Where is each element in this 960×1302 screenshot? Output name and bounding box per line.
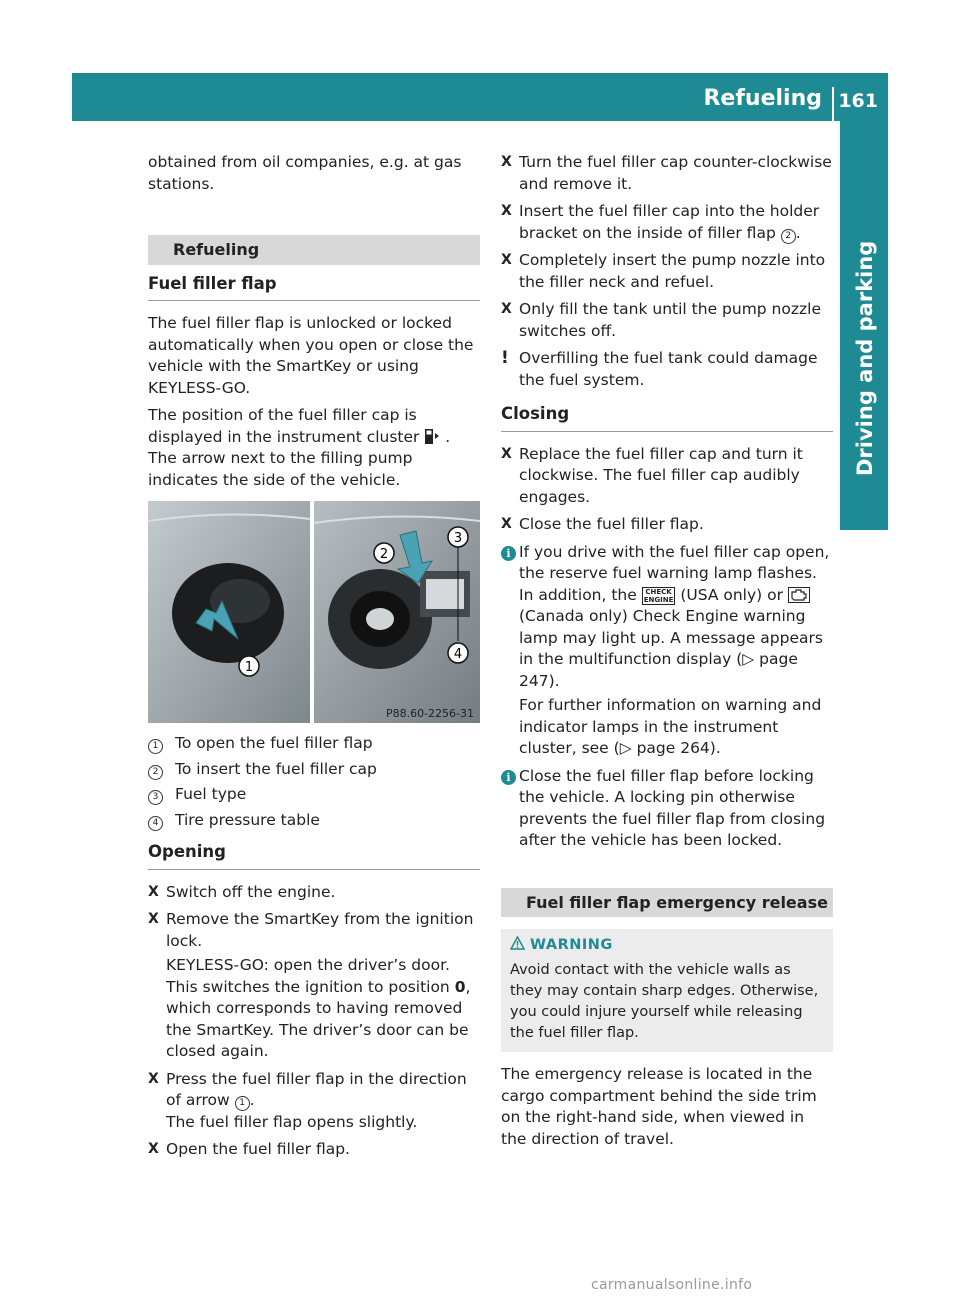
inline-callout: 1 [235,1096,250,1111]
engine-warning-icon [788,587,810,603]
info-text-c: (Canada only) Check Engine warning lamp may light up. A message appears in the multifunction display ( [519,607,823,668]
watermark: carmanualsonline.info [591,1277,753,1293]
step-text: Turn the fuel filler cap counter-clockwise and remove it. [519,153,832,193]
paragraph-cap-position-b: . The arrow next to the filling pump indicates the side of the vehicle. [148,427,451,489]
warning-box [501,929,833,1052]
header-section-title: Refueling [703,86,822,111]
callout-2 [374,543,394,563]
step-text-end: . [795,223,801,242]
step-marker-icon: X [501,445,512,462]
legend-num: 3 [148,790,163,805]
info-text-b: (USA only) or [680,585,783,604]
ignition-position: 0 [454,977,466,996]
subheading-closing: Closing [501,403,833,432]
step-marker-icon: X [501,203,512,219]
step-text: Insert the fuel filler cap into the holder bracket on the inside of filler flap [519,202,820,242]
callout-1-text: 1 [244,660,254,675]
paragraph-cap-position-a: The position of the fuel filler cap is displayed in the instrument cluster [148,406,420,446]
legend-text: Tire pressure table [175,810,320,829]
step-marker-icon: X [501,252,512,268]
section-heading-emergency-release: Fuel filler flap emergency release [501,888,833,918]
legend-item [148,784,480,806]
intro-text: obtained from oil companies, e.g. at gas stations. [148,153,462,193]
exclamation-icon: ! [501,348,509,368]
callout-3-text: 3 [453,531,463,546]
step-text: Switch off the engine. [166,882,336,901]
info-text-d: ). [548,671,560,690]
legend-item [148,759,480,781]
legend-text: To insert the fuel filler cap [175,759,377,778]
step-text: Completely insert the pump nozzle into the filler neck and refuel. [519,251,826,291]
step-marker-icon: X [501,516,512,532]
callout-4 [448,643,468,663]
page-reference[interactable]: page 247 [519,650,798,690]
step-open-flap [148,1139,480,1161]
callout-1 [239,656,259,676]
step-text: Only fill the tank until the pump nozzle switches off. [519,300,821,340]
step-press-flap [148,1069,480,1134]
info-detail-a: For further information on warning and indicator lamps in the instrument cluster, see ( [519,696,822,757]
paragraph-flap-locking: The fuel filler flap is unlocked or locked automatically when you open or close the vehicle with the SmartKey or using KEYLESS-GO. [148,314,474,397]
caution-text: Overfilling the fuel tank could damage the fuel system. [519,349,818,389]
caution-note [501,348,833,391]
warning-text: Avoid contact with the vehicle walls as they may contain sharp edges. Otherwise, you could injure yourself while releasing the fuel filler flap. [510,962,819,1041]
step-text: Replace the fuel filler cap and turn it clockwise. The fuel filler cap audibly engages. [519,444,803,506]
paragraph-cap-position [148,405,480,491]
section-heading-refueling: Refueling [148,235,480,265]
page-ref-arrow-icon: ▷ [619,739,637,757]
step-switch-off-engine [148,882,480,904]
info-text: Close the fuel filler flap before locking the vehicle. A locking pin otherwise prevents the fuel filler flap from closing after the vehicle has been locked. [519,766,826,849]
step-detail-b: , which corresponds to having removed the SmartKey. The driver’s door can be closed again. [166,977,471,1060]
step-remove-smartkey [148,909,480,1063]
info-text-a: If you drive with the fuel filler cap open, the reserve fuel warning lamp flashes. In addition, the [519,542,830,604]
step-text: Press the fuel filler flap in the direction of arrow [166,1069,467,1109]
step-marker-icon: X [501,301,512,317]
fuel-flap-figure [148,501,480,723]
step-close-flap [501,514,833,536]
step-detail-a: KEYLESS-GO: open the driver’s door. This switches the ignition to position [166,956,450,996]
check-engine-usa-icon [642,587,676,605]
warning-title-text: WARNING [530,937,613,953]
fuel-pump-icon [424,427,440,445]
info-icon: i [501,770,516,785]
step-text: Close the fuel filler flap. [519,515,704,533]
warning-title [510,935,825,956]
info-icon: i [501,546,516,561]
subheading-fuel-filler-flap: Fuel filler flap [148,273,480,302]
info-detail-b: ). [709,739,721,757]
step-replace-cap [501,444,833,509]
step-turn-cap [501,152,833,195]
legend-num: 2 [148,765,163,780]
legend-text: Fuel type [175,785,247,803]
callout-4-text: 4 [453,647,463,662]
callout-2-text: 2 [379,547,389,562]
header-separator [832,87,834,121]
step-text: Open the fuel filler flap. [166,1140,350,1158]
paragraph-emergency-release: The emergency release is located in the cargo compartment behind the side trim on the right-hand side, when viewed in the direction of travel. [501,1065,817,1148]
info-note-cap-open [501,542,833,760]
inline-callout: 2 [781,229,796,244]
step-text: Remove the SmartKey from the ignition lock. [166,910,474,950]
check-engine-bottom: ENGINE [643,595,674,604]
right-column [501,152,833,1156]
legend-text: To open the fuel filler flap [175,734,373,752]
figure-code: P88.60-2256-31 [385,707,474,720]
warning-triangle-icon [510,936,525,950]
step-fill-tank [501,299,833,342]
step-detail [166,955,480,1063]
subheading-opening: Opening [148,841,480,870]
check-engine-top: CHECK [645,587,672,596]
step-detail: The fuel filler flap opens slightly. [166,1112,418,1131]
step-marker-icon: X [148,1141,159,1157]
step-marker-icon: X [148,911,159,927]
legend-item [148,810,480,832]
fuel-flap-illustration [148,501,480,723]
page-reference[interactable]: page 264 [636,739,710,757]
page-number: 161 [838,90,878,112]
step-marker-icon: X [148,883,159,900]
header-bar [72,73,888,121]
step-insert-cap [501,201,833,244]
info-note-locking [501,766,833,852]
legend-num: 4 [148,816,163,831]
callout-3 [448,527,468,547]
step-marker-icon: X [501,154,512,170]
step-marker-icon: X [148,1070,159,1087]
step-insert-nozzle [501,250,833,293]
step-text-end: . [249,1091,255,1109]
side-tab-label: Driving and parking [853,240,877,476]
info-detail [519,695,833,760]
left-column [148,152,480,1167]
legend-item [148,733,480,755]
page-ref-arrow-icon: ▷ [742,650,760,668]
legend-num: 1 [148,739,163,754]
